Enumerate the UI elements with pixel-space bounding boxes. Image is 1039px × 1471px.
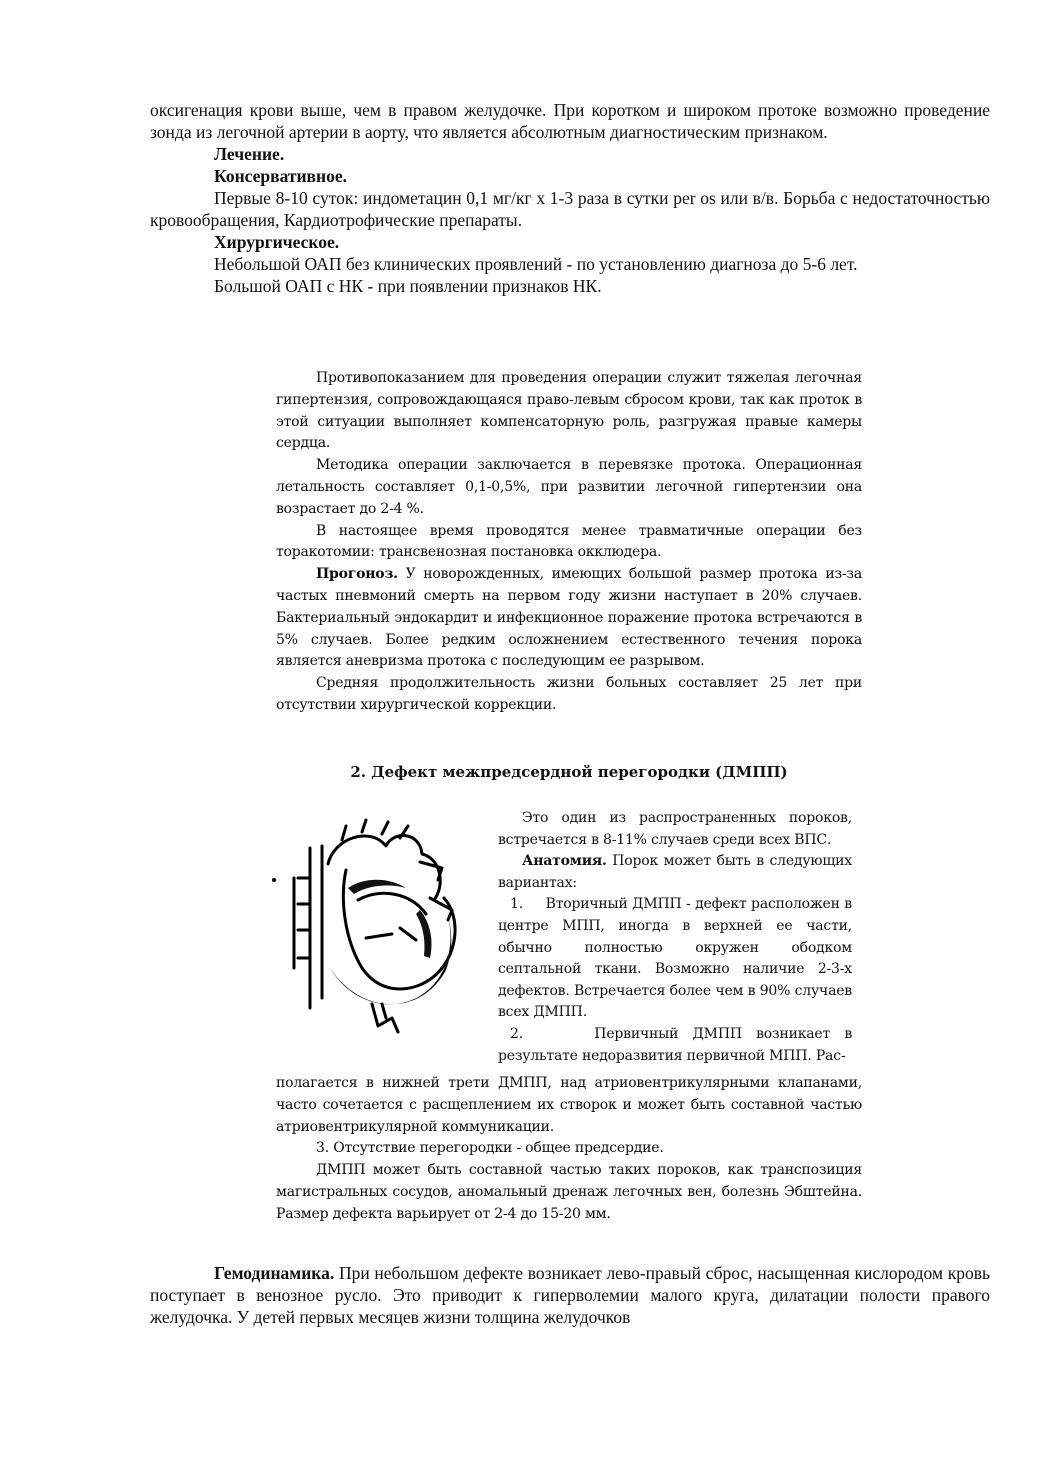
section-title: 2. Дефект межпредсердной перегородки (ДМПП) [350,763,788,781]
anatomy-label: Анатомия. [522,853,607,870]
variant-1-paragraph: 1. Вторичный ДМПП - дефект расположен в центре МПП, иногда в верхней ее части, обычно полностью окружен ободком септальной ткани. Возможно наличие 2-3-х дефектов. Встречается более чем в 90% случаев всех ДМПП. [498,896,857,1021]
heart-illustration [270,818,492,1040]
asd-continuation-block [276,1073,862,1226]
variant-2-paragraph-start: 2. Первичный ДМПП возникает в результате недоразвития первичной МПП. Рас- [498,1025,857,1064]
asd-intro-paragraph: Это один из распространенных пороков, встречается в 8-11% случаев среди всех ВПС. [498,810,852,848]
anatomy-paragraph [498,851,852,894]
contraindication-paragraph: Противопоказанием для проведения операции служит тяжелая легочная гипертензия, сопровождающаяся право-левым сбросом крови, так как проток в этой ситуации выполняет компенсаторную роль, разгружая правые камеры сердца. [276,370,862,452]
life-expectancy-paragraph: Средняя продолжительность жизни больных составляет 25 лет при отсутствии хирургической коррекции. [276,675,862,713]
method-paragraph: Методика операции заключается в перевязке протока. Операционная летальность составляет 0,1-0,5%, при развитии легочной гипертензии она возрастает до 2-4 %. [276,457,862,517]
surgical-heading: Хирургическое. [214,232,340,252]
modern-operations-paragraph: В настоящее время проводятся менее травматичные операции без торакотомии: трансвенозная постановка окклюдера. [276,522,862,561]
conservative-heading: Консервативное. [214,166,347,186]
prognosis-text: У новорожденных, имеющих большой размер протока из-за частых пневмоний смерть на первом году жизни наступает в 20% случаев. Бактериальный эндокардит и инфекционное поражение протока встречаются в 5% случаев. Более редким осложнением естественного течения порока является аневризма протока с последующим ее разрывом. [276,566,862,670]
asd-side-column [498,808,857,1067]
surgical-line-2: Большой ОАП с НК - при появлении признаков НК. [214,276,602,296]
treatment-heading: Лечение. [214,144,285,164]
hemodynamics-text: При небольшом дефекте возникает лево-правый сброс, насыщенная кислородом кровь поступает в венозное русло. Это приводит к гиперволемии малого круга, дилатации полости правого желудочка. У детей первых месяцев жизни толщина желудочков [150,1263,990,1327]
hemodynamics-label: Гемодинамика. [214,1263,335,1283]
anatomy-text: Порок может быть в следующих вариантах: [498,853,852,891]
hemodynamics-block [150,1262,990,1328]
prognosis-paragraph [276,564,862,673]
conservative-paragraph: Первые 8-10 суток: индометацин 0,1 мг/кг х 1-3 раза в сутки per os или в/в. Борьба с недостаточностью кровообращения, Кардиотрофические препараты. [150,188,990,230]
surgical-line-1: Небольшой ОАП без клинических проявлений - по установлению диагноза до 5-6 лет. [214,254,858,274]
scanned-text-block [276,368,862,717]
hemodynamics-paragraph [150,1262,990,1328]
prognosis-label: Прогоноз. [316,566,398,583]
continuation-paragraph: оксигенация крови выше, чем в правом желудочке. При коротком и широком протоке возможно проведение зонда из легочной артерии в аорту, что является абсолютным диагностическим признаком. [150,100,990,142]
top-text-block [150,99,990,297]
variant-3-paragraph: 3. Отсутствие перегородки - общее предсердие. [316,1140,664,1157]
associated-defects-paragraph: ДМПП может быть составной частью таких пороков, как транспозиция магистральных сосудов, аномальный дренаж легочных вен, болезнь Эбштейна. Размер дефекта варьирует от 2-4 до 15-20 мм. [276,1162,862,1222]
variant-2-paragraph-end: полагается в нижней трети ДМПП, над атриовентрикулярными клапанами, часто сочетается с расщеплением их створок и может быть составной частью атриовентрикулярной коммуникации. [276,1075,862,1135]
